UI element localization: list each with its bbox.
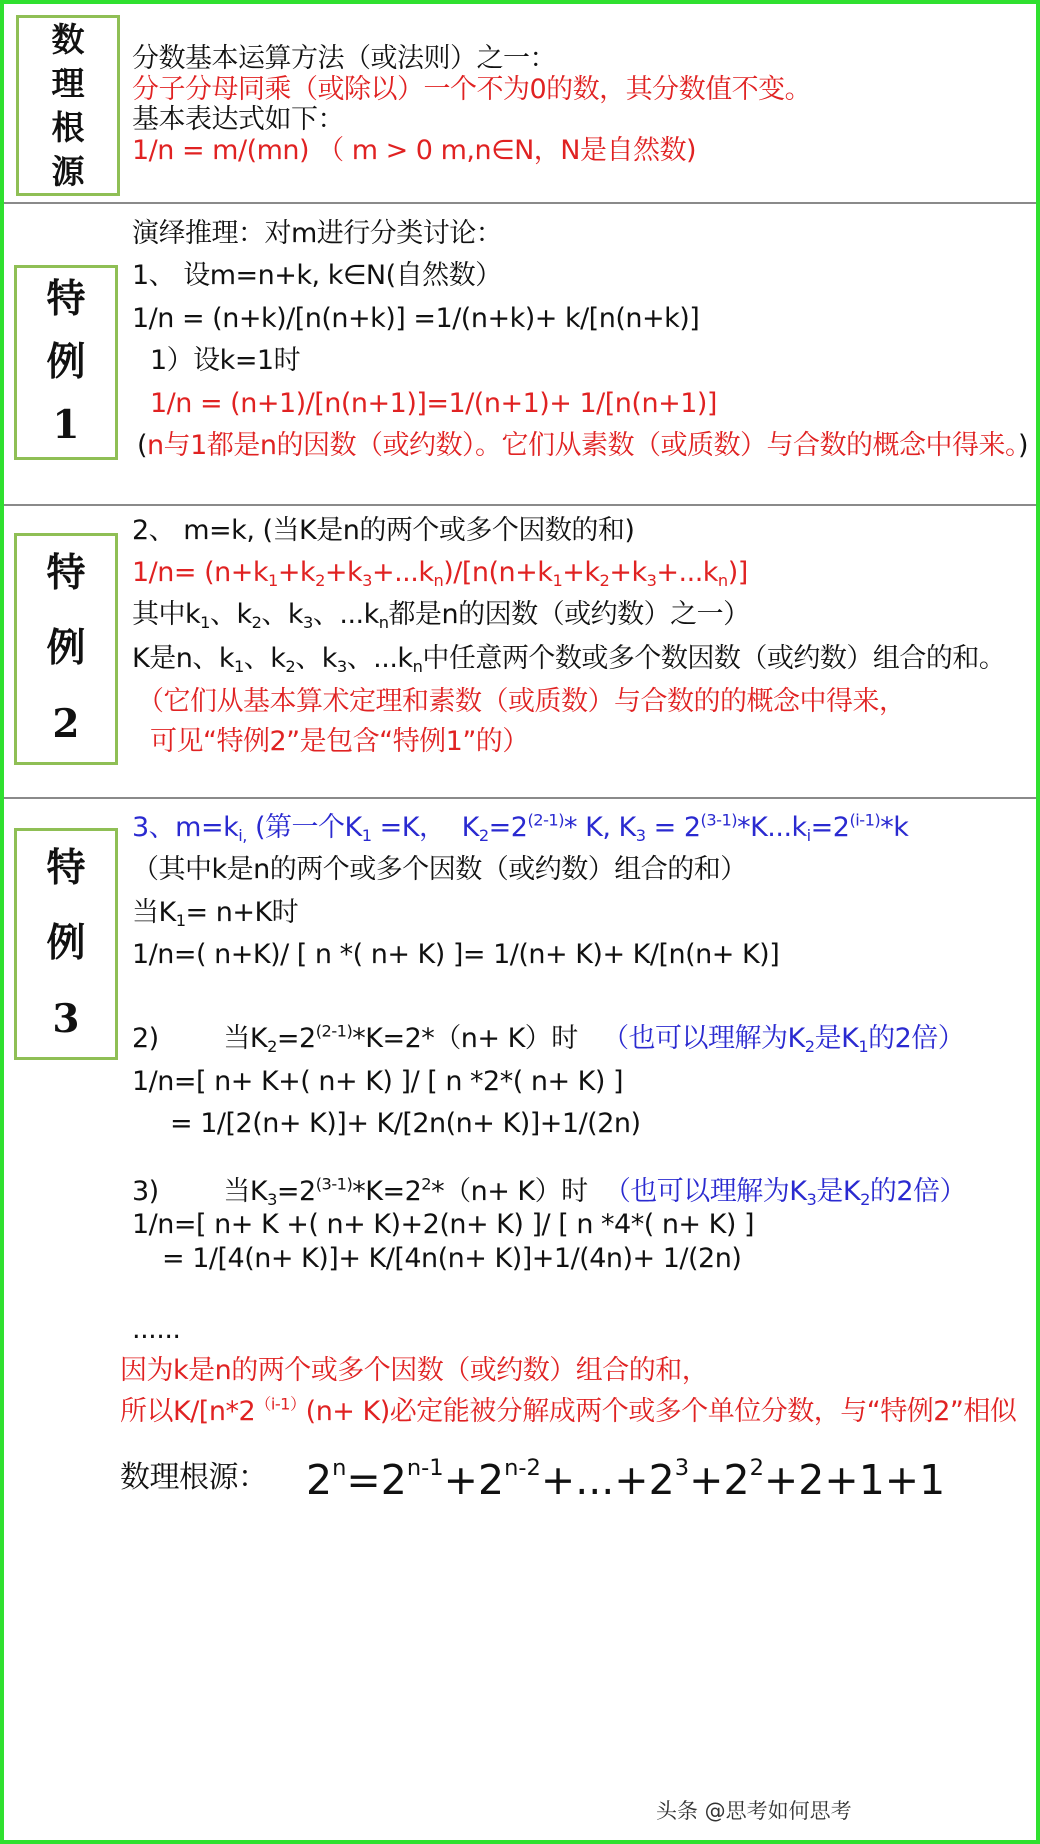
case3-line-12: 所以$K/[n*2^{(i-1)}(n+ K)$必定能被分解成两个或多个单位分数，与“特例2”相似	[120, 1394, 1017, 1427]
section-divider	[4, 797, 1036, 799]
paren-close: )	[1017, 430, 1028, 461]
footer-formula: $2^n=2^{n-1}+2^{n-2}+...+2^3+2^2+2+1+1$	[306, 1454, 946, 1504]
section-label-root	[16, 15, 120, 196]
label-char: 特	[46, 276, 86, 322]
label-char: 源	[51, 151, 85, 191]
case1-line-3: 1/n = (n+k)/[n(n+k)] =1/(n+k)+ k/[n(n+k)]	[132, 303, 700, 334]
label-char: 例	[46, 339, 86, 385]
label-char: 例	[46, 625, 86, 672]
root-line-3: 基本表达式如下：	[132, 104, 344, 135]
case3-note-2: （也可以理解为$K_3$是$K_2$的2倍）	[603, 1176, 967, 1209]
case3-line-10: = 1/[4(n+ K)]+ K/[4n(n+ K)]+1/(4n)+ 1/(2n)	[162, 1243, 742, 1274]
label-char: 3	[52, 995, 80, 1042]
label-char: 根	[51, 107, 85, 147]
root-line-1: 分数基本运算方法（或法则）之一：	[132, 43, 556, 74]
section-divider	[4, 202, 1036, 204]
case2-line-3: 其中$k_1$、$k_2$、$k_3$、$...k_n$都是n的因数（或约数）之一）	[132, 599, 750, 632]
paren-open: (	[137, 430, 148, 461]
case1-note: n与1都是n的因数（或约数）。它们从素数（或质数）与合数的概念中得来。	[147, 430, 1018, 461]
case3-line-5: 2) 当$K_2=2^{(2-1)}*K=2*(n+ K)$时 （也可以理解为$K_2$是$K_1$的2倍）	[132, 1021, 965, 1056]
watermark: 头条 @思考如何思考	[656, 1799, 852, 1823]
label-char: 1	[52, 402, 80, 448]
case2-line-1: 2、 m=k, (当K是n的两个或多个因数的和)	[132, 515, 635, 546]
case3-line-3: 当$K_1= n+K$时	[132, 897, 299, 930]
label-char: 2	[52, 700, 80, 747]
label-char: 特	[46, 845, 86, 892]
section-divider	[4, 504, 1036, 506]
case1-line-5: 1/n = (n+1)/[n(n+1)]=1/(n+1)+ 1/[n(n+1)]	[150, 388, 717, 419]
root-line-2: 分子分母同乘（或除以）一个不为0的数，其分数值不变。	[132, 74, 812, 105]
label-char: 数	[51, 20, 85, 60]
case3-ellipsis: ......	[132, 1314, 181, 1345]
case1-line-2: 1、 设m=n+k, k∈N(自然数）	[132, 260, 502, 291]
case3-note-1: （也可以理解为$K_2$是$K_1$的2倍）	[602, 1023, 965, 1056]
case3-line-4: 1/n=( n+K)/ [ n *( n+ K) ]= 1/(n+ K)+ K/[n(n+ K)]	[132, 939, 780, 970]
root-line-4: 1/n = m/(mn) （ m > 0 m,n∈N，N是自然数)	[132, 135, 697, 166]
case3-line-8: 3) 当$K_3=2^{(3-1)}*K=2^2*(n+ K)$时 （也可以理解为$K_3$是$K_2$的2倍）	[132, 1174, 967, 1209]
case3-line-1: 3、$m=k_{i,}$ (第一个$K_1 =K$， $K_2=2^{(2-1)}*$ K, $K_3 = 2^{(3-1)}*K...k_i=2^{(i-1)}*k$	[132, 810, 909, 845]
section-label-case1	[14, 265, 118, 460]
case3-line-7: = 1/[2(n+ K)]+ K/[2n(n+ K)]+1/(2n)	[170, 1108, 641, 1139]
case2-line-6: 可见“特例2”是包含“特例1”的）	[150, 726, 529, 757]
case3-line-6: 1/n=[ n+ K+( n+ K) ]/ [ n *2*( n+ K) ]	[132, 1066, 624, 1097]
section-label-case3	[14, 828, 118, 1060]
case2-line-5: （它们从基本算术定理和素数（或质数）与合数的的概念中得来，	[137, 686, 906, 717]
case1-line-1: 演绎推理：对m进行分类讨论：	[132, 218, 503, 249]
case2-line-2: $1/n= (n+k_1+k_2+k_3+...k_n)/[n(n+k_1+k_2+k_3+...k_n)]$	[132, 557, 748, 590]
case3-line-2: （其中k是n的两个或多个因数（或约数）组合的和）	[132, 854, 747, 885]
section-label-case2	[14, 533, 118, 765]
label-char: 例	[46, 920, 86, 967]
case1-line-4: 1）设k=1时	[150, 345, 301, 376]
label-char: 理	[51, 64, 85, 104]
case1-line-6	[137, 432, 1028, 459]
case3-line-9: 1/n=[ n+ K +( n+ K)+2(n+ K) ]/ [ n *4*( n+ K) ]	[132, 1209, 754, 1240]
case3-line-11: 因为k是n的两个或多个因数（或约数）组合的和，	[120, 1355, 709, 1386]
case2-line-4: K是n、$k_1$、$k_2$、$k_3$、$...k_n$中任意两个数或多个数因数（或约数）组合的和。	[132, 643, 1006, 676]
label-char: 特	[46, 550, 86, 597]
footer-prefix: 数理根源：	[120, 1460, 268, 1495]
